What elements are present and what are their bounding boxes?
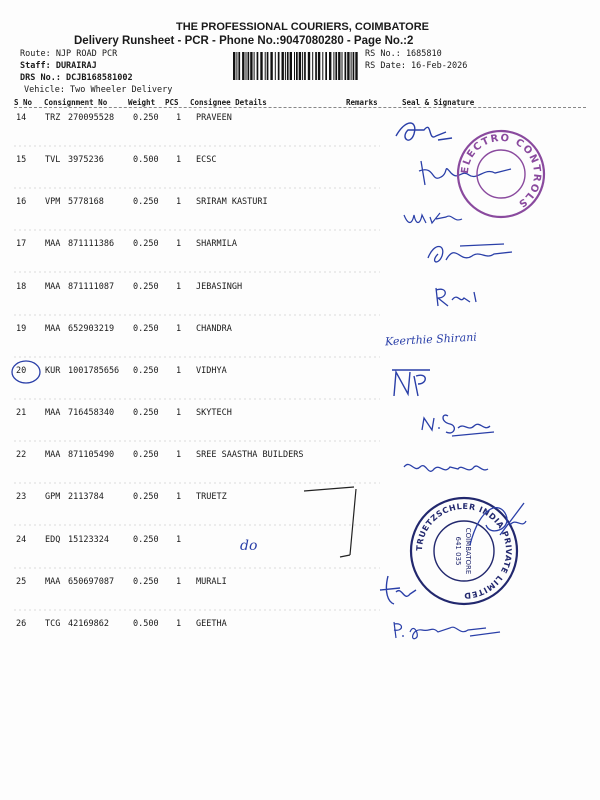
row-weight: 0.250 [133, 492, 159, 502]
row-weight: 0.250 [133, 324, 159, 334]
row-weight: 0.250 [133, 366, 159, 376]
row-prefix: MAA [45, 239, 61, 249]
row-prefix: TCG [45, 619, 61, 629]
col-remarks: Remarks [346, 98, 378, 107]
row-consignee: SRIRAM KASTURI [196, 197, 268, 207]
truetz-pin: 641 035 [454, 536, 462, 566]
row-prefix: MAA [45, 324, 61, 334]
staff-label: Staff: DURAIRAJ [20, 61, 97, 71]
col-consignee: Consignee Details [190, 98, 267, 107]
row-sno: 20 [16, 366, 27, 376]
electro-stamp-text: ELECTRO CONTROLS [459, 132, 543, 210]
row-consignee: PRAVEEN [196, 113, 232, 123]
row-number: 15123324 [68, 535, 109, 545]
signature-row-18 [430, 282, 490, 310]
row-sno: 23 [16, 492, 27, 502]
company-name: THE PROFESSIONAL COURIERS, COIMBATORE [176, 21, 430, 33]
row-number: 871105490 [68, 450, 115, 460]
route-label: Route: NJP ROAD PCR [20, 49, 118, 59]
row-sno: 14 [16, 113, 27, 123]
row-number: 270095528 [68, 113, 115, 123]
row-sno: 19 [16, 324, 27, 334]
row-number: 716458340 [68, 408, 115, 418]
row-prefix: VPM [45, 197, 61, 207]
row-sno: 16 [16, 197, 27, 207]
signature-row-22 [400, 455, 500, 483]
row-weight: 0.250 [133, 282, 159, 292]
row-consignee: MURALI [196, 577, 227, 587]
row-consignee: ECSC [196, 155, 217, 165]
row-number: 1001785656 [68, 366, 120, 376]
row-sno: 18 [16, 282, 27, 292]
row-weight: 0.500 [133, 619, 159, 629]
row-prefix: MAA [45, 450, 61, 460]
row-consignee: SHARMILA [196, 239, 237, 249]
row-weight: 0.250 [133, 197, 159, 207]
row-number: 2113784 [68, 492, 104, 502]
row-sno: 21 [16, 408, 27, 418]
row-weight: 0.250 [133, 239, 159, 249]
row-consignee: JEBASINGH [196, 282, 243, 292]
signature-row-23 [460, 495, 530, 555]
row-sno: 22 [16, 450, 27, 460]
row-consignee: TRUETZ [196, 492, 227, 502]
row-pcs: 1 [176, 535, 182, 545]
row-number: 650697087 [68, 577, 115, 587]
row-consignee: SREE SAASTHA BUILDERS [196, 450, 304, 460]
row-consignee: SKYTECH [196, 408, 232, 418]
row-sno: 15 [16, 155, 27, 165]
row-prefix: TVL [45, 155, 61, 165]
row-pcs: 1 [176, 282, 182, 292]
row-sno: 24 [16, 535, 27, 545]
row-number: 871111087 [68, 282, 115, 292]
row-pcs: 1 [176, 577, 182, 587]
row-pcs: 1 [176, 408, 182, 418]
signature-row-20 [388, 366, 434, 400]
row-prefix: GPM [45, 492, 61, 502]
row-pcs: 1 [176, 324, 182, 334]
row-number: 5778168 [68, 197, 104, 207]
row-number: 652903219 [68, 324, 115, 334]
drs-label: DRS No.: DCJB168581002 [20, 73, 133, 83]
col-weight: Weight [128, 98, 156, 107]
circled-sno-mark [8, 358, 44, 386]
row-prefix: EDQ [45, 535, 61, 545]
row-consignee: GEETHA [196, 619, 227, 629]
rs-date: RS Date: 16-Feb-2026 [365, 61, 468, 71]
row-pcs: 1 [176, 619, 182, 629]
row-sno: 17 [16, 239, 27, 249]
handwritten-ditto: do [240, 538, 258, 554]
vehicle-label: Vehicle: Two Wheeler Delivery [24, 85, 173, 95]
col-sno: S No [14, 98, 33, 107]
row-pcs: 1 [176, 155, 182, 165]
row-weight: 0.250 [133, 577, 159, 587]
row-weight: 0.250 [133, 113, 159, 123]
col-pcs: PCS [165, 98, 179, 107]
row-weight: 0.250 [133, 535, 159, 545]
row-number: 3975236 [68, 155, 104, 165]
rs-number: RS No.: 1685810 [365, 49, 442, 59]
signature-row-26 [390, 618, 520, 642]
row-weight: 0.250 [133, 408, 159, 418]
row-sno: 25 [16, 577, 27, 587]
truetz-stamp-text: TRUETZSCHLER INDIA PRIVATE LIMITED [414, 501, 514, 601]
row-pcs: 1 [176, 450, 182, 460]
electro-controls-stamp [455, 128, 547, 220]
col-consignment: Consignment No [44, 98, 108, 107]
col-seal: Seal & Signature [402, 98, 475, 107]
row-prefix: TRZ [45, 113, 61, 123]
row-weight: 0.250 [133, 450, 159, 460]
signature-row-21 [418, 408, 498, 440]
handwritten-keerthie: Keerthie Shirani [384, 330, 478, 349]
truetz-city: COIMBATORE [464, 527, 472, 575]
row-number: 871111386 [68, 239, 115, 249]
row-prefix: KUR [45, 366, 61, 376]
row-weight: 0.500 [133, 155, 159, 165]
row-pcs: 1 [176, 492, 182, 502]
row-prefix: MAA [45, 577, 61, 587]
row-pcs: 1 [176, 113, 182, 123]
row-prefix: MAA [45, 282, 61, 292]
row-pcs: 1 [176, 239, 182, 249]
row-number: 42169862 [68, 619, 109, 629]
row-consignee: CHANDRA [196, 324, 232, 334]
row-pcs: 1 [176, 366, 182, 376]
row-consignee: VIDHYA [196, 366, 227, 376]
row-sno: 26 [16, 619, 27, 629]
bracket-mark [300, 485, 360, 565]
runsheet-subtitle: Delivery Runsheet - PCR - Phone No.:9047080280 - Page No.:2 [74, 35, 414, 47]
signature-row-17 [420, 238, 530, 272]
row-pcs: 1 [176, 197, 182, 207]
row-prefix: MAA [45, 408, 61, 418]
